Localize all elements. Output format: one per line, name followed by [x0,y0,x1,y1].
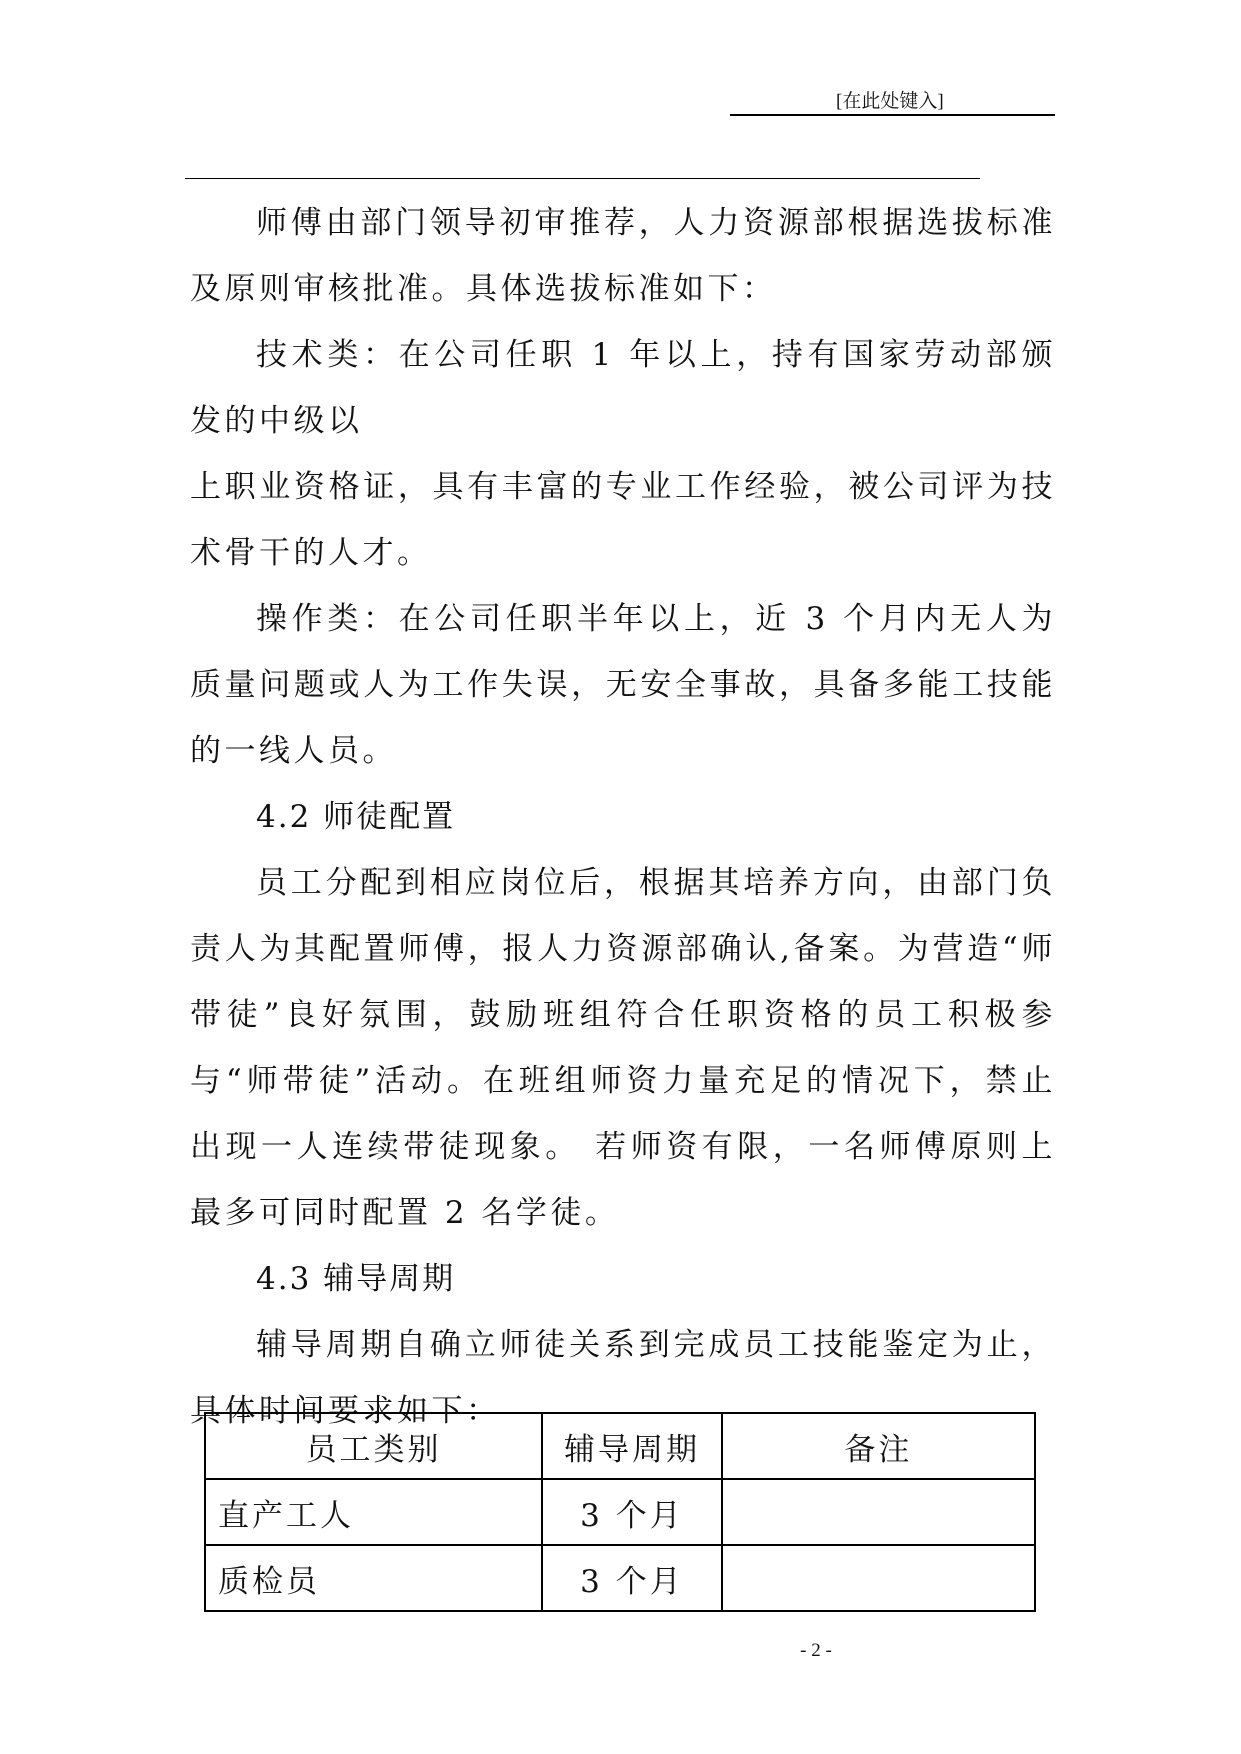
table-cell: 直产工人 [205,1479,542,1545]
document-body [190,190,1056,1444]
header-rule [730,114,1055,116]
table-header-cell: 备注 [722,1413,1035,1479]
paragraph-operation: 操作类：在公司任职半年以上，近 3 个月内无人为质量问题或人为工作失误，无安全事故，具备多能工技能的一线人员。 [190,601,1056,769]
top-rule [185,178,980,179]
heading-4-2: 4.2 师徒配置 [256,799,456,835]
table-header-row [205,1413,1035,1479]
table-header-cell: 辅导周期 [542,1413,722,1479]
table-row [205,1545,1035,1611]
paragraph-technical-b: 上职业资格证，具有丰富的专业工作经验，被公司评为技术骨干的人才。 [190,469,1056,571]
table-cell: 3 个月 [542,1545,722,1611]
heading-4-3: 4.3 辅导周期 [256,1261,456,1297]
paragraph-period: 辅导周期自确立师徒关系到完成员工技能鉴定为止，具体时间要求如下： [190,1327,1056,1429]
coaching-period-table [204,1412,1036,1612]
paragraph-selection: 师傅由部门领导初审推荐，人力资源部根据选拔标准及原则审核批准。具体选拔标准如下： [190,205,1056,307]
table-cell [722,1479,1035,1545]
paragraph-assignment: 员工分配到相应岗位后，根据其培养方向，由部门负责人为其配置师傅，报人力资源部确认,备案。为营造“师带徒”良好氛围，鼓励班组符合任职资格的员工积极参与“师带徒”活动。在班组师资力量充足的情况下，禁止出现一人连续带徒现象。 若师资有限，一名师傅原则上最多可同时配置 2 名学徒。 [190,865,1056,1231]
table-row [205,1479,1035,1545]
table-cell: 质检员 [205,1545,542,1611]
header-placeholder: [在此处键入] [836,91,944,112]
paragraph-technical-a: 技术类：在公司任职 1 年以上，持有国家劳动部颁发的中级以 [190,337,1056,439]
page-number: - 2 - [800,1640,832,1661]
table-cell: 3 个月 [542,1479,722,1545]
table-header-cell: 员工类别 [205,1413,542,1479]
table-cell [722,1545,1035,1611]
